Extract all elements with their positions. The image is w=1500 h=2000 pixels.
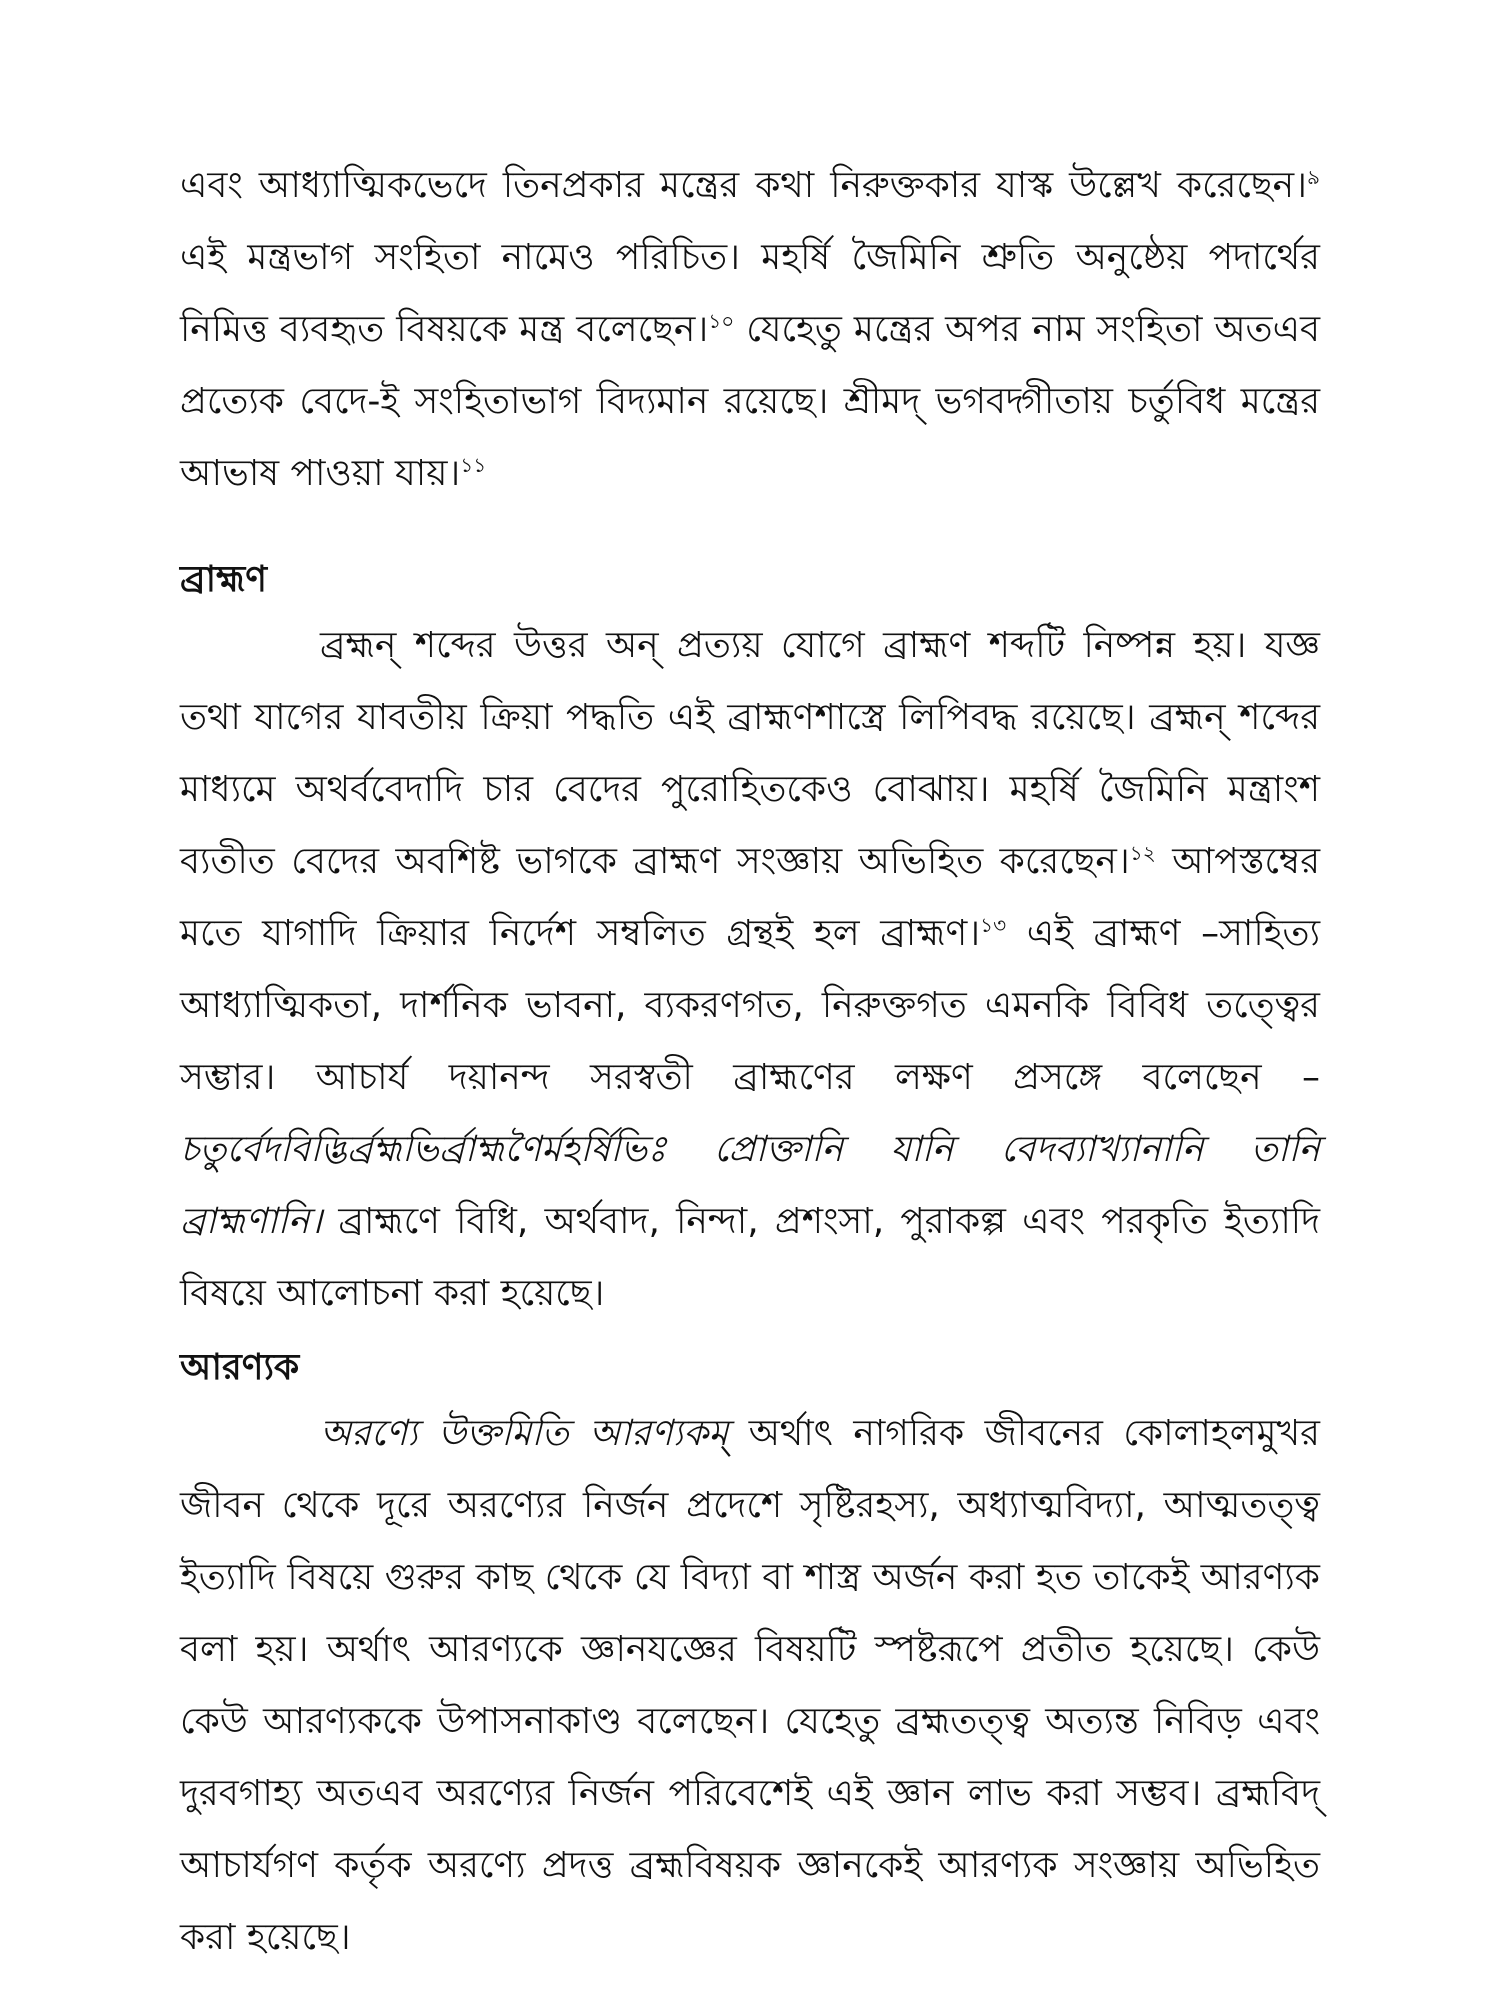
paragraph-text: অর্থাৎ নাগরিক জীবনের কোলাহলমুখর জীবন থেকে দূরে অরণ্যের নির্জন প্রদেশে সৃষ্টিরহস্য, অধ্যাত্মবিদ্যা, আত্মতত্ত্ব ইত্যাদি বিষয়ে গুরুর কাছ থেকে যে বিদ্যা বা শাস্ত্র অর্জন করা হত তাকেই আরণ্যক বলা হয়। অর্থাৎ আরণ্যকে জ্ঞানযজ্ঞের বিষয়টি স্পষ্টরূপে প্রতীত হয়েছে। কেউ কেউ আরণ্যককে উপাসনাকাণ্ড বলেছেন। যেহেতু ব্রহ্মতত্ত্ব অত্যন্ত নিবিড় এবং দুরবগাহ্য অতএব অরণ্যের নির্জন পরিবেশেই এই জ্ঞান লাভ করা সম্ভব। ব্রহ্মবিদ্ আচার্যগণ কর্তৃক অরণ্যে প্রদত্ত ব্রহ্মবিষয়ক জ্ঞানকেই আরণ্যক সংজ্ঞায় অভিহিত করা হয়েছে। <box>180 1413 1320 1958</box>
paragraph-brahmana <box>180 610 1320 1330</box>
paragraph-text: এবং আধ্যাত্মিকভেদে তিনপ্রকার মন্ত্রের কথা নিরুক্তকার যাস্ক উল্লেখ করেছেন। <box>180 165 1308 206</box>
paragraph-text: আপস্তম্বের মতে যাগাদি ক্রিয়ার নির্দেশ সম্বলিত গ্রন্থই হল ব্রাহ্মণ। <box>180 841 1320 954</box>
section-heading-aranyaka: আরণ্যক <box>180 1347 300 1388</box>
sanskrit-quote: অরণ্যে উক্তমিতি আরণ্যকম্ <box>320 1413 729 1454</box>
paragraph-text: এই ব্রাহ্মণ –সাহিত্য আধ্যাত্মিকতা, দার্শনিক ভাবনা, ব্যকরণগত, নিরুক্তগত এমনকি বিবিধ তত্ত্বের সম্ভার। আচার্য দয়ানন্দ সরস্বতী ব্রাহ্মণের লক্ষণ প্রসঙ্গে বলেছেন – <box>180 913 1321 1098</box>
footnote-marker: ১০ <box>708 309 735 333</box>
paragraph-mantra <box>180 150 1320 510</box>
document-page <box>180 150 1321 1958</box>
paragraph-aranyaka <box>180 1398 1320 1974</box>
paragraph-text: যেহেতু মন্ত্রের অপর নাম সংহিতা অতএব প্রত্যেক বেদে-ই সংহিতাভাগ বিদ্যমান রয়েছে। শ্রীমদ্ ভগবদ্গীতায় চর্তুবিধ মন্ত্রের আভাষ পাওয়া যায়। <box>180 309 1320 494</box>
footnote-marker: ১২ <box>1129 841 1156 865</box>
sanskrit-quote: চতুর্বেদবিদ্ভির্ব্রহ্মভির্ব্রাহ্মণৈর্মহর্ষিভিঃ প্রোক্তানি যানি বেদব্যাখ্যানানি তানি ব্রাহ্মণানি। <box>180 1129 1320 1242</box>
paragraph-text: এই মন্ত্রভাগ সংহিতা নামেও পরিচিত। মহর্ষি জৈমিনি শ্রুতি অনুষ্ঠেয় পদার্থের নিমিত্ত ব্যবহৃত বিষয়কে মন্ত্র বলেছেন। <box>180 237 1320 350</box>
footnote-marker: ৯ <box>1307 165 1320 189</box>
footnote-marker: ১১ <box>460 453 487 477</box>
section-heading-brahmana: ব্রাহ্মণ <box>180 559 268 600</box>
paragraph-text: ব্রাহ্মণে বিধি, অর্থবাদ, নিন্দা, প্রশংসা, পুরাকল্প এবং পরকৃতি ইত্যাদি বিষয়ে আলোচনা করা হয়েছে। <box>180 1201 1320 1314</box>
footnote-marker: ১৩ <box>980 913 1007 937</box>
paragraph-text: ব্রহ্মন্ শব্দের উত্তর অন্ প্রত্যয় যোগে ব্রাহ্মণ শব্দটি নিষ্পন্ন হয়। যজ্ঞ তথা যাগের যাবতীয় ক্রিয়া পদ্ধতি এই ব্রাহ্মণশাস্ত্রে লিপিবদ্ধ রয়েছে। ব্রহ্মন্ শব্দের মাধ্যমে অথর্ববেদাদি চার বেদের পুরোহিতকেও বোঝায়। মহর্ষি জৈমিনি মন্ত্রাংশ ব্যতীত বেদের অবশিষ্ট ভাগকে ব্রাহ্মণ সংজ্ঞায় অভিহিত করেছেন। <box>180 625 1320 882</box>
